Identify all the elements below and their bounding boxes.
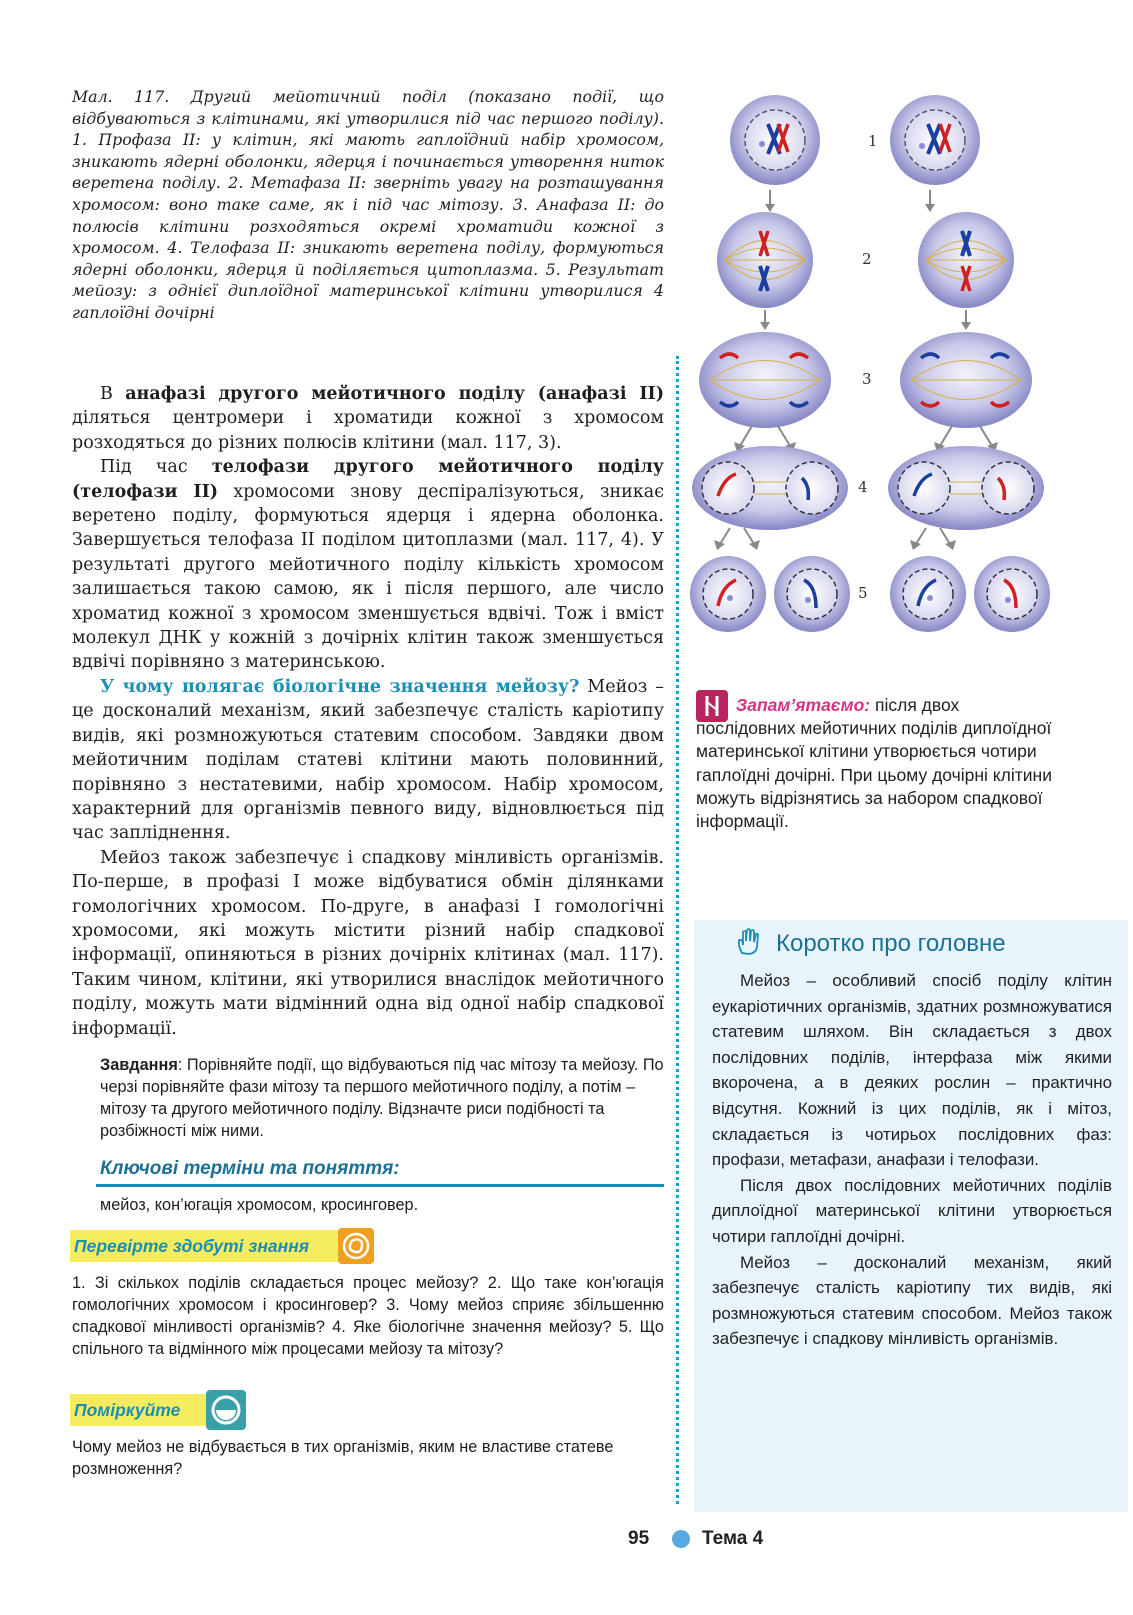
summary-paragraph-3: Мейоз – досконалий механізм, який забезпечує сталість каріотипу тих видів, які розмножуються статевим способом. Мейоз також забезпечує і спадкову мінливість організмів. bbox=[712, 1252, 1112, 1349]
page-number: 95 bbox=[628, 1528, 650, 1549]
daughter-cell-1 bbox=[690, 556, 766, 632]
think-question: Чому мейоз не відбувається в тих організмів, яким не властиве статеве розмноження? bbox=[72, 1438, 614, 1478]
figure-label-3: 3 bbox=[862, 370, 872, 388]
p2-pre: Під час bbox=[100, 457, 212, 478]
meiosis-figure bbox=[690, 86, 1090, 656]
think-icon bbox=[206, 1390, 246, 1430]
p3-question: У чому полягає біологічне значення мейозу? bbox=[100, 676, 580, 697]
anaphase-cell-right bbox=[900, 332, 1032, 428]
column-separator bbox=[676, 356, 679, 1504]
anaphase-cell-left bbox=[699, 332, 831, 428]
p1-pre: В bbox=[100, 384, 126, 404]
check-questions: 1. Зі скількох поділів складається процес мейозу? 2. Що таке кон’югація гомологічних хромосом і кросинговер? 3. Чому мейоз сприяє збільшенню спадкової мінливості організмів? 4. Яке біологічне значення мейозу? 5. Що спільного та відмінного між процесами мейозу та мітозу? bbox=[72, 1274, 664, 1358]
figure-label-2: 2 bbox=[862, 250, 872, 268]
task-label: Завдання bbox=[100, 1056, 178, 1074]
prophase-cell-right bbox=[890, 95, 980, 185]
paragraph-telophase bbox=[72, 455, 664, 675]
paragraph-significance bbox=[72, 675, 664, 846]
summary-paragraph-2: Після двох послідовних мейотичних поділів диплоїдної материнської клітини утворюється чотири гаплоїдні дочірні. bbox=[712, 1175, 1112, 1246]
telophase-cell-right bbox=[888, 446, 1044, 530]
metaphase-cell-right bbox=[918, 212, 1014, 308]
telophase-cell-left bbox=[692, 446, 848, 530]
remember-label: Запам’ятаємо: bbox=[736, 695, 871, 715]
p1-post: діляться центромери і хроматиди кожної з хромосом розходяться до різних полюсів клітини (мал. 117, 3). bbox=[72, 408, 664, 453]
figure-label-4: 4 bbox=[858, 478, 868, 496]
key-terms-underline bbox=[96, 1184, 664, 1187]
caption-text: Другий мейотичний поділ (показано події, що відбуваються з клітинами, які утворилися під час першого поділу). 1. Профаза II: у клітин, які мають гаплоїдний набір хромосом, зникають ядерні оболонки, ядерця і починається утворення ниток веретена поділу. 2. Метафаза II: зверніть увагу на розташування хромосом: воно таке саме, як і під час мітозу. 3. Анафаза II: до полюсів клітини розходяться окремі хроматиди кожної з хромосом. 4. Телофаза II: зникають веретена поділу, формуються ядерні оболонки, ядерця й поділяється цитоплазма. 5. Результат мейозу: з однієї диплоїдної материнської клітини утворилися 4 гаплоїдні дочірні bbox=[72, 87, 664, 322]
metaphase-cell-left bbox=[717, 212, 813, 308]
footer-dot bbox=[672, 1530, 690, 1548]
p1-term: анафазі другого мейотичного поділу (анафазі II) bbox=[125, 384, 664, 404]
daughter-cell-3 bbox=[890, 556, 966, 632]
summary-body bbox=[712, 968, 1112, 1352]
check-title: Перевірте здобуті знання bbox=[74, 1236, 310, 1256]
paragraph-variability: Мейоз також забезпечує і спадкову мінливість організмів. По-перше, в профазі I може відбуватися обмін ділянками гомологічних хромосом. По-друге, в анафазі I гомологічні хромосоми, які можуть містити різний набір спадкової інформації, опиняються в різних дочірніх клітинах (мал. 117). Таким чином, клітини, які утворилися внаслідок мейотичного поділу, можуть мати відмінний одна від одної набір спадкової інформації. bbox=[72, 847, 664, 1039]
daughter-cell-4 bbox=[974, 556, 1050, 632]
task-text: : Порівняйте події, що відбуваються під час мітозу та мейозу. По черзі порівняйте фази мітозу та першого мейотичного поділу, а потім – мітозу та другого мейотичного поділу. Відзначте риси подібності та розбіжності між ними. bbox=[100, 1056, 664, 1140]
figure-caption bbox=[72, 86, 664, 324]
summary-title: Коротко про головне bbox=[776, 930, 1006, 957]
remember-text bbox=[696, 694, 1058, 833]
daughter-cell-2 bbox=[774, 556, 850, 632]
key-terms-title: Ключові терміни та поняття: bbox=[100, 1158, 400, 1179]
figure-label-1: 1 bbox=[868, 132, 878, 150]
paragraph-anaphase bbox=[72, 382, 664, 455]
spiral-icon bbox=[338, 1228, 374, 1264]
think-title: Поміркуйте bbox=[74, 1400, 181, 1420]
caption-label: Мал. 117. bbox=[72, 87, 170, 106]
p2-post: хромосоми знову деспіралізуються, зникає веретено поділу, формуються ядерця і ядерна оболонка. Завершується телофаза II поділом цитоплазми (мал. 117, 4). У результаті другого мейотичного поділу кількість хромосом залишається такою самою, як і після першого, але число хроматид кожної з хромосом зменшується вдвічі. Тож і вміст молекул ДНК у кожній з дочірніх клітин також зменшується вдвічі порівняно з материнською. bbox=[72, 481, 664, 673]
main-text bbox=[72, 382, 664, 1041]
figure-label-5: 5 bbox=[858, 584, 868, 602]
topic-label: Тема 4 bbox=[702, 1528, 764, 1549]
remember-body: після двох послідовних мейотичних поділів диплоїдної материнської клітини утворюється чотири гаплоїдні дочірні. При цьому дочірні клітини можуть відрізнятись за набором спадкової інформації. bbox=[696, 695, 1052, 832]
p3-post: Мейоз – це досконалий механізм, який забезпечує сталість каріотипу видів, які розмножуються статевим способом. Завдяки двом мейотичним поділам статеві клітини мають половинний, порівняно з нестатевими, набір хромосом. Набір хромосом, характерний для організмів певного виду, відновлюється під час запліднення. bbox=[72, 676, 664, 844]
hand-icon bbox=[734, 926, 764, 956]
task-block bbox=[100, 1054, 664, 1142]
prophase-cell-left bbox=[730, 95, 820, 185]
summary-paragraph-1: Мейоз – особливий спосіб поділу клітин еукаріотичних організмів, здатних розмножуватися статевим шляхом. Він складається з двох послідовних поділів, інтерфаза між якими вкорочена, а в деяких рослин – практично відсутня. Кожний із цих поділів, як і мітоз, складається із чотирьох послідовних фаз: профази, метафази, анафази і телофази. bbox=[712, 971, 1112, 1170]
key-terms-body: мейоз, кон’югація хромосом, кросинговер. bbox=[100, 1196, 419, 1214]
p2-term: телофази другого мейотичного поділу (телофази II) bbox=[72, 457, 664, 502]
